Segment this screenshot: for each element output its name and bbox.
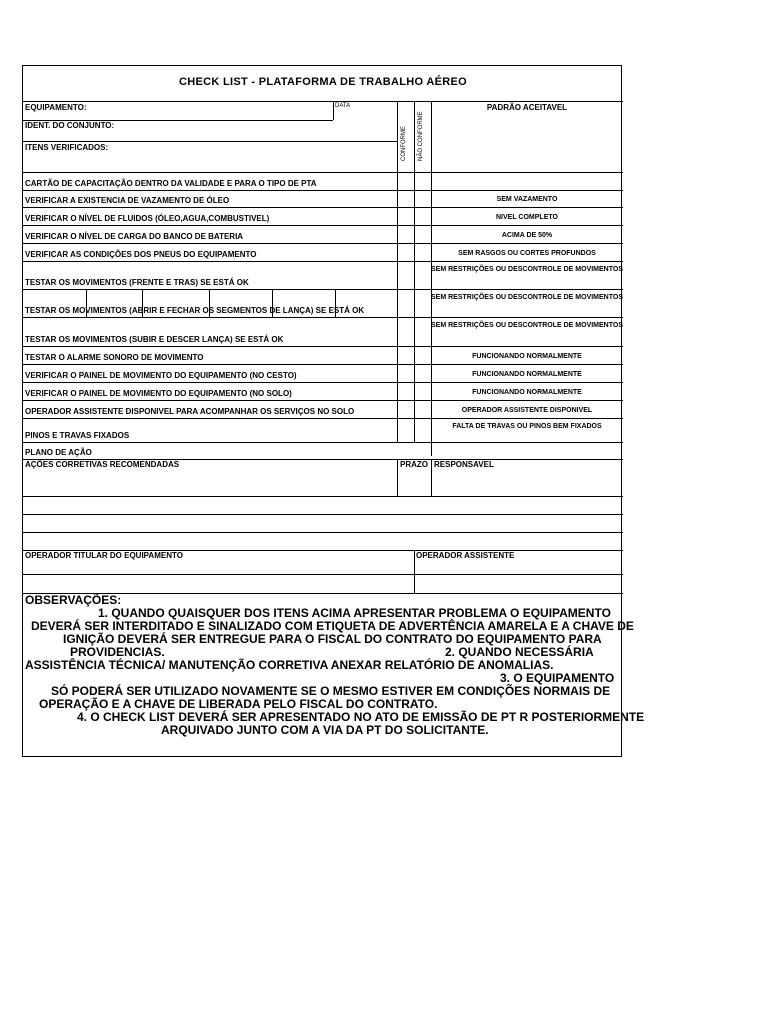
divider xyxy=(23,364,623,365)
checklist-item-label: VERIFICAR O PAINEL DE MOVIMENTO DO EQUIPAMENTO (NO SOLO) xyxy=(25,389,292,398)
padrao-aceitavel-value: FUNCIONANDO NORMALMENTE xyxy=(472,353,582,360)
checklist-item-label: VERIFICAR A EXISTENCIA DE VAZAMENTO DE ÓLEO xyxy=(25,196,230,205)
padrao-aceitavel-value: FUNCIONANDO NORMALMENTE xyxy=(472,371,582,378)
checklist-item-label: VERIFICAR AS CONDIÇÕES DOS PNEUS DO EQUIPAMENTO xyxy=(25,250,257,259)
divider xyxy=(23,225,623,226)
conforme-checkbox[interactable] xyxy=(398,262,414,289)
divider xyxy=(23,101,623,102)
conforme-checkbox[interactable] xyxy=(398,365,414,382)
observacao-line: OPERAÇÃO E A CHAVE DE LIBERADA PELO FISCAL DO CONTRATO. xyxy=(39,697,438,711)
divider xyxy=(23,496,623,497)
divider xyxy=(397,101,398,173)
nao-conforme-checkbox[interactable] xyxy=(415,401,431,418)
divider xyxy=(23,574,623,575)
divider xyxy=(414,172,415,442)
checklist-item-label: TESTAR OS MOVIMENTOS (SUBIR E DESCER LANÇA) SE ESTÁ OK xyxy=(25,335,284,344)
observacao-line: DEVERÁ SER INTERDITADO E SINALIZADO COM ETIQUETA DE ADVERTÊNCIA AMARELA E A CHAVE DE xyxy=(31,619,634,633)
divider xyxy=(335,289,336,317)
conforme-checkbox[interactable] xyxy=(398,191,414,207)
divider xyxy=(397,172,398,442)
padrao-aceitavel-value: SEM RESTRIÇÕES OU DESCONTROLE DE MOVIMENTOS xyxy=(431,294,624,301)
conforme-checkbox[interactable] xyxy=(398,318,414,346)
checklist-item-label: CARTÃO DE CAPACITAÇÃO DENTRO DA VALIDADE E PARA O TIPO DE PTA xyxy=(25,179,317,188)
padrao-aceitavel-header: PADRÃO ACEITAVEL xyxy=(486,103,568,112)
nao-conforme-checkbox[interactable] xyxy=(415,365,431,382)
divider xyxy=(23,141,397,142)
acoes-corretivas-label: AÇÕES CORRETIVAS RECOMENDADAS xyxy=(25,460,180,469)
operador-titular-label: OPERADOR TITULAR DO EQUIPAMENTO xyxy=(25,551,183,560)
padrao-aceitavel-value: NIVEL COMPLETO xyxy=(496,214,558,221)
divider xyxy=(23,532,623,533)
observacao-line: 4. O CHECK LIST DEVERÁ SER APRESENTADO NO ATO DE EMISSÃO DE PT R POSTERIORMENTE xyxy=(77,710,645,724)
divider xyxy=(23,289,623,290)
divider xyxy=(431,459,432,496)
divider xyxy=(414,101,415,173)
padrao-aceitavel-value: SEM RESTRIÇÕES OU DESCONTROLE DE MOVIMENTOS xyxy=(431,322,624,329)
conforme-header: CONFORME xyxy=(401,126,407,161)
divider xyxy=(333,101,334,120)
checklist-item-label: TESTAR OS MOVIMENTOS (ABRIR E FECHAR OS SEGMENTOS DE LANÇA) SE ESTÁ OK xyxy=(25,306,365,315)
divider xyxy=(23,172,623,173)
divider xyxy=(23,382,623,383)
divider xyxy=(23,514,623,515)
padrao-aceitavel-value: OPERADOR ASSISTENTE DISPONIVEL xyxy=(461,407,593,414)
padrao-aceitavel-value: SEM RESTRIÇÕES OU DESCONTROLE DE MOVIMENTOS xyxy=(431,266,624,273)
divider xyxy=(23,346,623,347)
operador-assistente-label: OPERADOR ASSISTENTE xyxy=(416,551,515,560)
checklist-item-label: TESTAR O ALARME SONORO DE MOVIMENTO xyxy=(25,353,204,362)
divider xyxy=(23,190,623,191)
divider xyxy=(23,243,623,244)
checklist-form xyxy=(22,65,645,757)
nao-conforme-checkbox[interactable] xyxy=(415,419,431,442)
observacao-line: ARQUIVADO JUNTO COM A VIA DA PT DO SOLICITANTE. xyxy=(161,723,489,737)
data-label: DATA xyxy=(335,103,351,109)
divider xyxy=(86,289,87,317)
divider xyxy=(23,418,623,419)
conforme-checkbox[interactable] xyxy=(398,290,414,317)
observacoes-heading: OBSERVAÇÕES: xyxy=(25,593,122,607)
nao-conforme-header: NÃO CONFORME xyxy=(418,111,424,161)
divider xyxy=(142,289,143,317)
divider xyxy=(272,289,273,317)
nao-conforme-checkbox[interactable] xyxy=(415,290,431,317)
checklist-item-label: VERIFICAR O PAINEL DE MOVIMENTO DO EQUIPAMENTO (NO CESTO) xyxy=(25,371,297,380)
form-title: CHECK LIST - PLATAFORMA DE TRABALHO AÉREO xyxy=(179,76,467,88)
divider xyxy=(23,442,623,443)
equipamento-label: EQUIPAMENTO: xyxy=(25,103,87,112)
divider xyxy=(414,550,415,594)
nao-conforme-checkbox[interactable] xyxy=(415,226,431,243)
conforme-checkbox[interactable] xyxy=(398,226,414,243)
nao-conforme-checkbox[interactable] xyxy=(415,173,431,190)
observacao-line: SÓ PODERÁ SER UTILIZADO NOVAMENTE SE O MESMO ESTIVER EM CONDIÇÕES NORMAIS DE xyxy=(51,684,611,698)
nao-conforme-checkbox[interactable] xyxy=(415,383,431,400)
conforme-checkbox[interactable] xyxy=(398,244,414,261)
observacao-line: 2. QUANDO NECESSÁRIA xyxy=(445,645,594,659)
conforme-checkbox[interactable] xyxy=(398,173,414,190)
nao-conforme-checkbox[interactable] xyxy=(415,244,431,261)
conforme-checkbox[interactable] xyxy=(398,383,414,400)
ident-conjunto-label: IDENT. DO CONJUNTO: xyxy=(25,121,115,130)
observacao-line: 1. QUANDO QUAISQUER DOS ITENS ACIMA APRESENTAR PROBLEMA O EQUIPAMENTO xyxy=(98,606,611,620)
conforme-checkbox[interactable] xyxy=(398,401,414,418)
divider xyxy=(23,207,623,208)
padrao-aceitavel-value: FALTA DE TRAVAS OU PINOS BEM FIXADOS xyxy=(452,423,602,430)
divider xyxy=(209,289,210,317)
nao-conforme-checkbox[interactable] xyxy=(415,262,431,289)
divider xyxy=(23,400,623,401)
prazo-label: PRAZO xyxy=(400,460,428,469)
nao-conforme-checkbox[interactable] xyxy=(415,191,431,207)
checklist-item-label: VERIFICAR O NÍVEL DE FLUIDOS (ÓLEO,AGUA,COMBUSTIVEL) xyxy=(25,214,270,223)
padrao-aceitavel-value: SEM RASGOS OU CORTES PROFUNDOS xyxy=(458,250,596,257)
checklist-item-label: PINOS E TRAVAS FIXADOS xyxy=(25,431,130,440)
divider xyxy=(397,459,398,496)
checklist-item-label: TESTAR OS MOVIMENTOS (FRENTE E TRAS) SE ESTÁ OK xyxy=(25,278,249,287)
checklist-item-label: VERIFICAR O NÍVEL DE CARGA DO BANCO DE BATERIA xyxy=(25,232,244,241)
nao-conforme-checkbox[interactable] xyxy=(415,318,431,346)
padrao-aceitavel-value: ACIMA DE 50% xyxy=(501,232,553,239)
responsavel-label: RESPONSAVEL xyxy=(434,460,494,469)
observacao-line: PROVIDENCIAS. xyxy=(70,645,165,659)
divider xyxy=(23,261,623,262)
checklist-item-label: OPERADOR ASSISTENTE DISPONIVEL PARA ACOMPANHAR OS SERVIÇOS NO SOLO xyxy=(25,407,355,416)
padrao-aceitavel-value: FUNCIONANDO NORMALMENTE xyxy=(472,389,582,396)
observacao-line: ASSISTÊNCIA TÉCNICA/ MANUTENÇÃO CORRETIVA ANEXAR RELATÓRIO DE ANOMALIAS. xyxy=(25,658,554,672)
nao-conforme-checkbox[interactable] xyxy=(415,347,431,364)
divider xyxy=(431,101,432,456)
divider xyxy=(23,317,623,318)
observacao-line: 3. O EQUIPAMENTO xyxy=(500,671,615,685)
padrao-aceitavel-value: SEM VAZAMENTO xyxy=(496,196,558,203)
conforme-checkbox[interactable] xyxy=(398,208,414,225)
nao-conforme-checkbox[interactable] xyxy=(415,208,431,225)
itens-verificados-label: ITENS VERIFICADOS: xyxy=(25,143,109,152)
conforme-checkbox[interactable] xyxy=(398,347,414,364)
conforme-checkbox[interactable] xyxy=(398,419,414,442)
plano-acao-label: PLANO DE AÇÃO xyxy=(25,448,92,457)
observacao-line: IGNIÇÃO DEVERÁ SER ENTREGUE PARA O FISCAL DO CONTRATO DO EQUIPAMENTO PARA xyxy=(63,632,602,646)
